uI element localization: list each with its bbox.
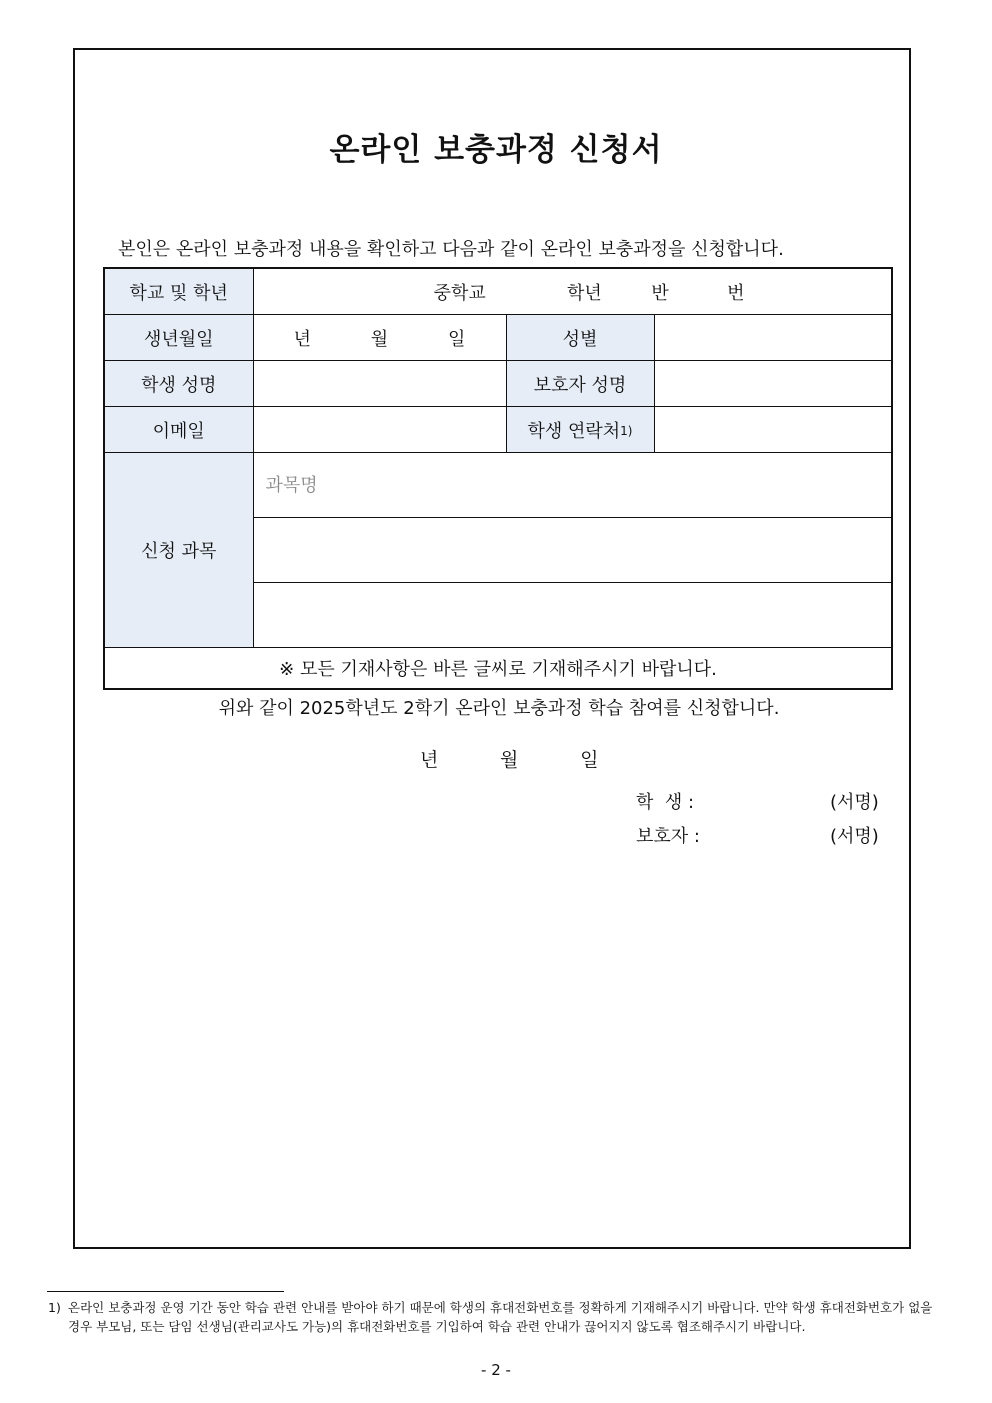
guardian-signature-label: 보호자 : xyxy=(636,826,700,847)
footnote-mark: 1) xyxy=(620,423,633,438)
table-row xyxy=(104,453,892,518)
birth-day-text: 일 xyxy=(448,328,466,350)
email-label: 이메일 xyxy=(104,407,253,453)
guardian-name-label: 보호자 성명 xyxy=(506,361,654,407)
date-month-text: 월 xyxy=(500,749,519,771)
page-number: - 2 - xyxy=(481,1361,511,1379)
table-row xyxy=(104,361,892,407)
guardian-signature-mark[interactable]: (서명) xyxy=(830,826,879,847)
number-text: 번 xyxy=(727,282,745,304)
subjects-label: 신청 과목 xyxy=(104,453,253,648)
table-row xyxy=(104,268,892,315)
page-title: 온라인 보충과정 신청서 xyxy=(329,132,663,168)
declaration-text: 위와 같이 2025학년도 2학기 온라인 보충과정 학습 참여를 신청합니다. xyxy=(218,698,780,719)
student-signature-label: 학 생 : xyxy=(636,792,695,813)
subject-field-3[interactable] xyxy=(253,583,892,648)
footnote-divider xyxy=(47,1291,284,1292)
school-grade-field[interactable] xyxy=(253,268,892,315)
birth-month-text: 월 xyxy=(370,328,389,350)
school-grade-label: 학교 및 학년 xyxy=(104,268,253,315)
notice-text: ※ 모든 기재사항은 바른 글씨로 기재해주시기 바랍니다. xyxy=(104,648,892,690)
footnote-number: 1) xyxy=(48,1300,61,1315)
student-signature-mark[interactable]: (서명) xyxy=(830,792,879,813)
student-name-label: 학생 성명 xyxy=(104,361,253,407)
gender-label: 성별 xyxy=(506,315,654,361)
birth-label: 생년월일 xyxy=(104,315,253,361)
contact-label xyxy=(506,407,654,453)
student-name-field[interactable] xyxy=(253,361,506,407)
footnote-text: 온라인 보충과정 운영 기간 동안 학습 관련 안내를 받아야 하기 때문에 학생의 휴대전화번호를 정확하게 기재해주시기 바랍니다. 만약 학생 휴대전화번호가 없을 경우 부모님, 또는 담임 선생님(관리교사도 가능)의 휴대전화번호를 기입하여 학습 관련 안내가 끊어지지 않도록 협조해주시기 바랍니다. xyxy=(68,1300,933,1334)
date-day-text: 일 xyxy=(580,749,599,771)
grade-text: 학년 xyxy=(567,282,602,304)
subject-field-1[interactable]: 과목명 xyxy=(253,453,892,518)
table-row xyxy=(104,315,892,361)
subject-field-2[interactable] xyxy=(253,518,892,583)
footnote xyxy=(48,1298,948,1336)
intro-text: 본인은 온라인 보충과정 내용을 확인하고 다음과 같이 온라인 보충과정을 신청합니다. xyxy=(118,239,784,260)
application-table xyxy=(103,267,893,690)
table-row xyxy=(104,648,892,690)
date-year-text: 년 xyxy=(420,749,439,771)
gender-field[interactable] xyxy=(654,315,892,361)
birth-field[interactable] xyxy=(253,315,506,361)
guardian-name-field[interactable] xyxy=(654,361,892,407)
date-line[interactable] xyxy=(420,745,610,772)
table-row xyxy=(104,407,892,453)
email-field[interactable] xyxy=(253,407,506,453)
contact-field[interactable] xyxy=(654,407,892,453)
school-text: 중학교 xyxy=(433,282,486,304)
class-text: 반 xyxy=(651,282,669,304)
contact-label-text: 학생 연락처 xyxy=(527,420,621,442)
birth-year-text: 년 xyxy=(293,328,311,350)
